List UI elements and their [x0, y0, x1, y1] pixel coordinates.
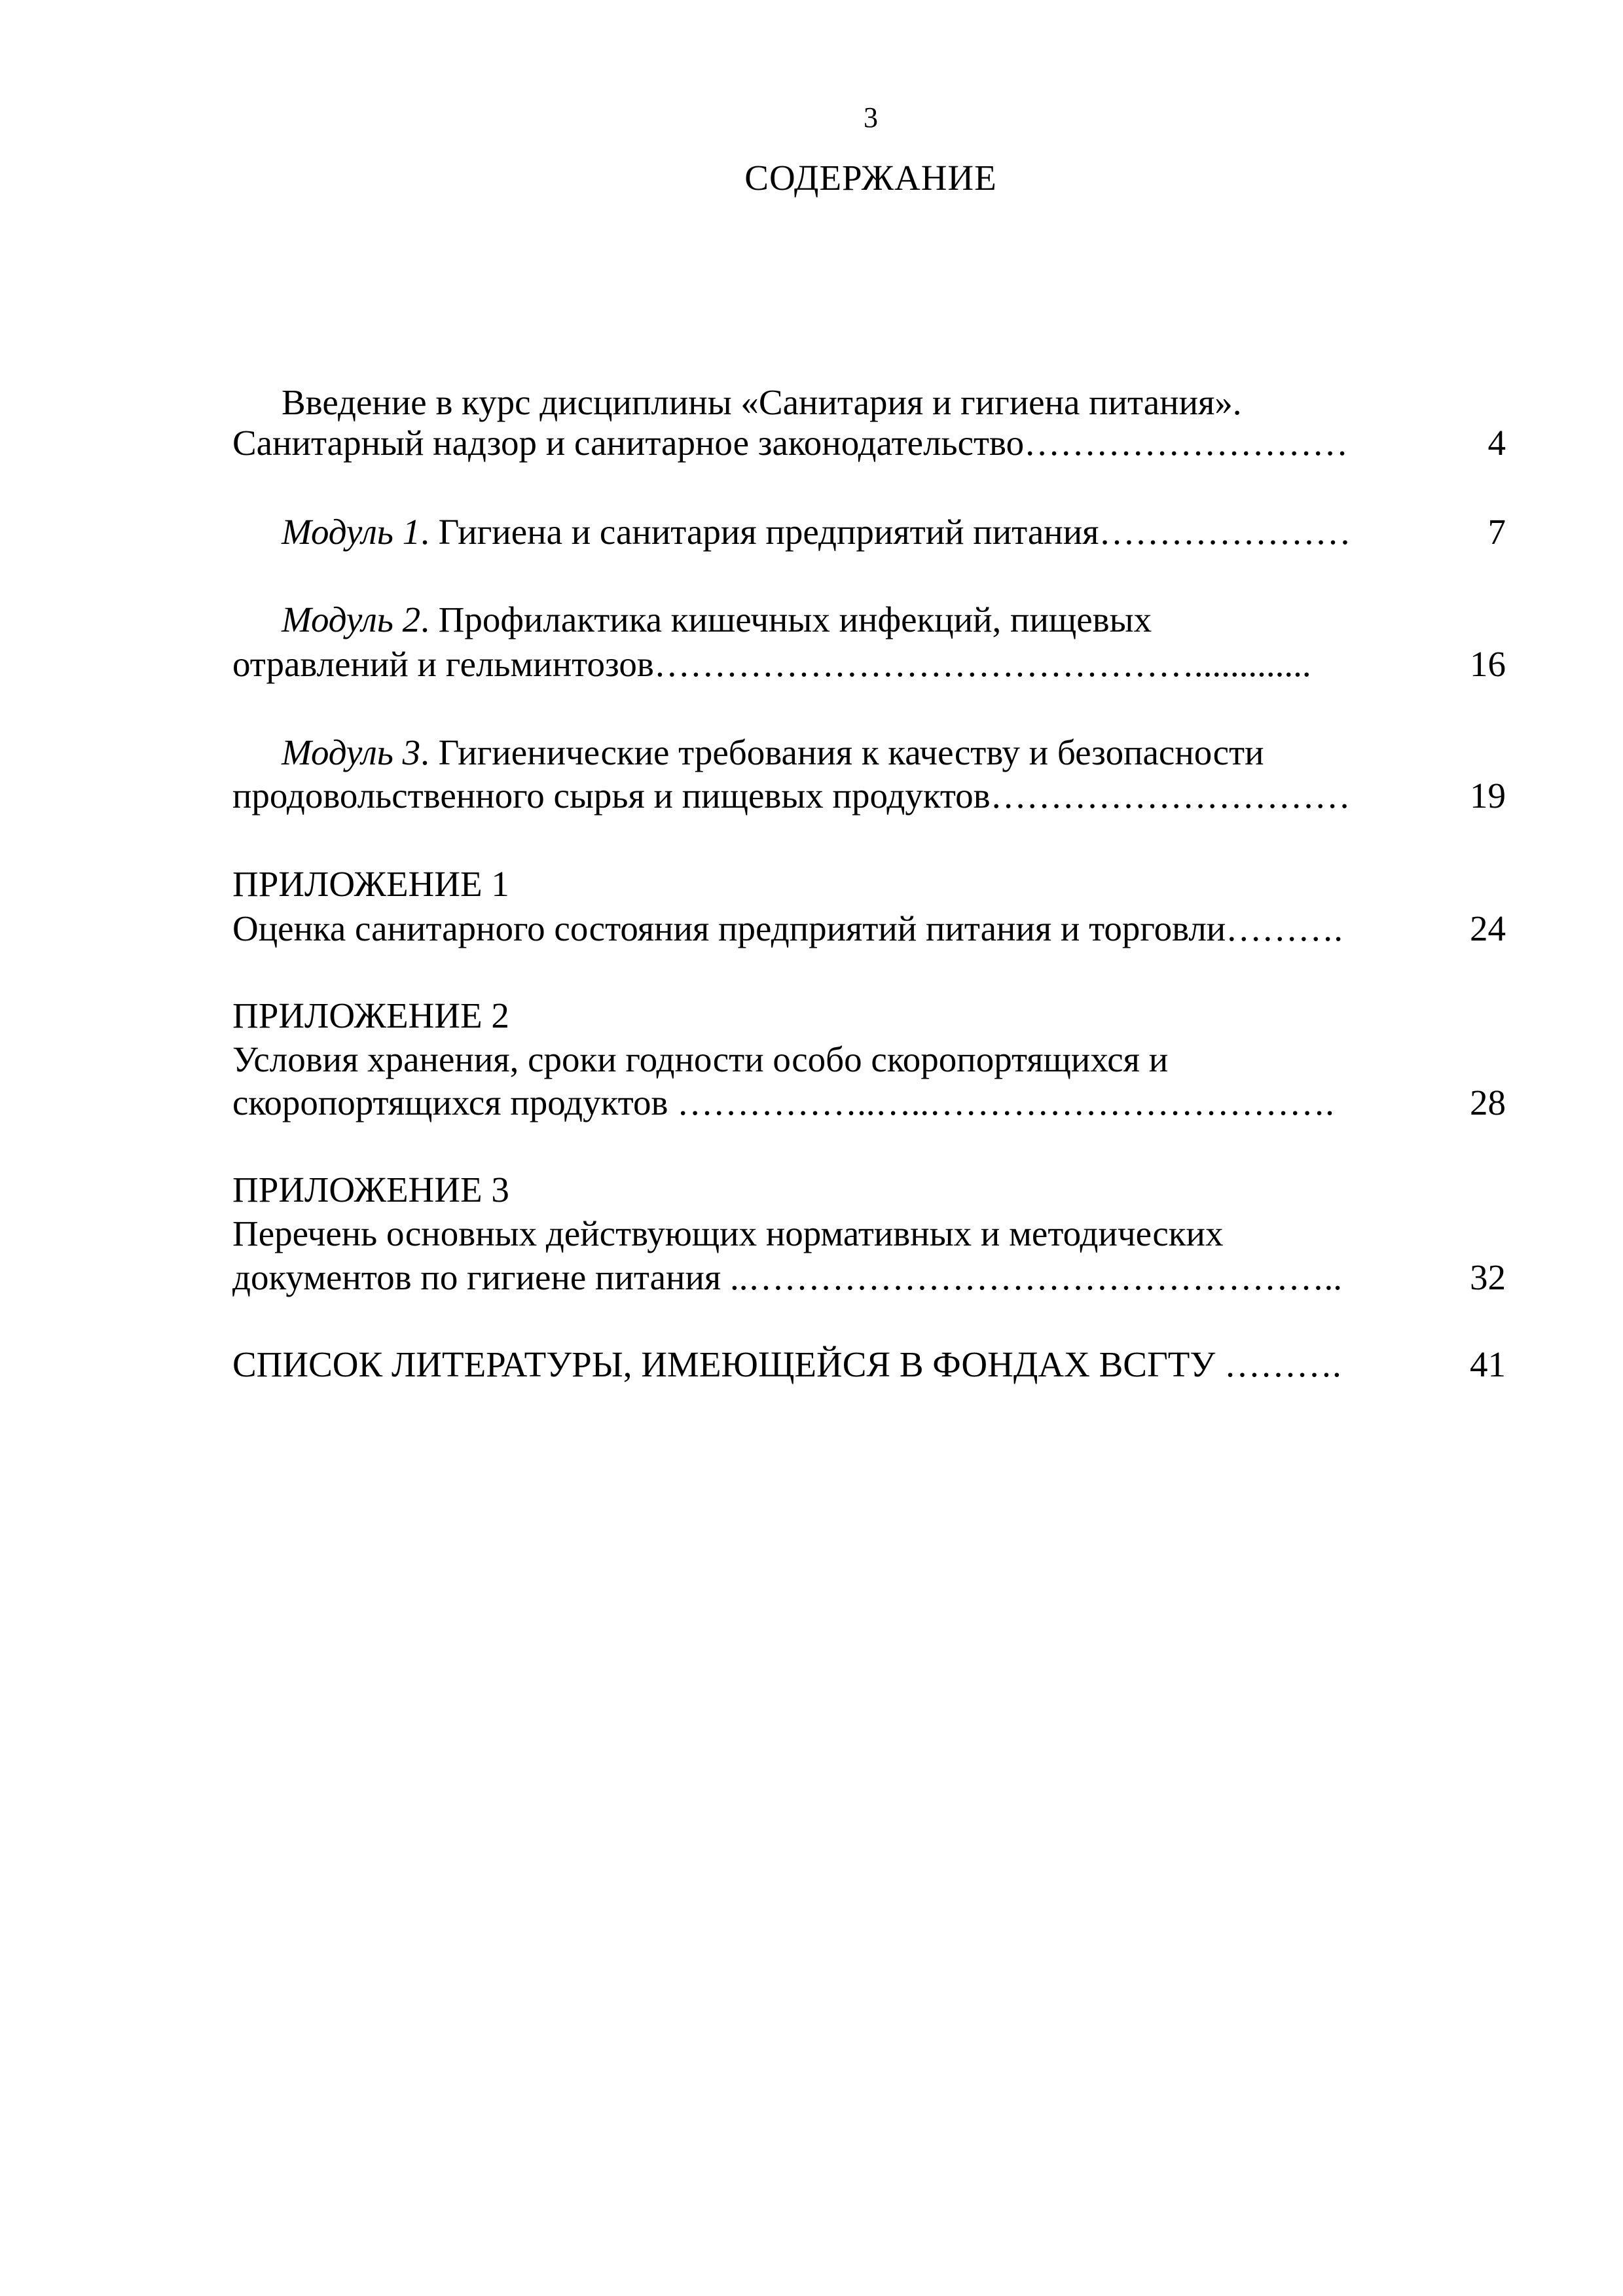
- toc-appendix1-line1: Оценка санитарного состояния предприятий питания и торговли……….: [232, 908, 1343, 948]
- toc-intro-page: 4: [1487, 423, 1506, 463]
- page-title: СОДЕРЖАНИЕ: [744, 158, 997, 198]
- toc-module1-line1: [282, 509, 1351, 555]
- page-number: 3: [864, 101, 878, 134]
- toc-module2-text: . Профилактика кишечных инфекций, пищевых: [420, 600, 1152, 639]
- toc-appendix2-page: 28: [1470, 1083, 1506, 1122]
- toc-intro-line1: Введение в курс дисциплины «Санитария и гигиена питания».: [282, 382, 1242, 422]
- toc-module1-text: . Гигиена и санитария предприятий питания…………………: [420, 512, 1351, 552]
- toc-module2-page: 16: [1470, 644, 1506, 684]
- toc-module3-line2: продовольственного сырья и пищевых продуктов…………………………: [232, 776, 1351, 816]
- toc-module2-label: Модуль 2: [282, 600, 421, 639]
- toc-module2-line1: [282, 597, 1152, 643]
- toc-appendix3-line1: Перечень основных действующих нормативных и методических: [232, 1213, 1224, 1253]
- toc-literature-page: 41: [1470, 1344, 1506, 1384]
- toc-appendix3-heading: ПРИЛОЖЕНИЕ 3: [232, 1170, 509, 1210]
- toc-appendix2-line1: Условия хранения, сроки годности особо скоропортящихся и: [232, 1039, 1169, 1079]
- toc-module1-label: Модуль 1: [282, 512, 421, 552]
- toc-module3-label: Модуль 3: [282, 732, 421, 772]
- toc-module3-text: . Гигиенические требования к качеству и безопасности: [420, 732, 1264, 772]
- toc-intro-line2: Санитарный надзор и санитарное законодательство………………………: [232, 423, 1349, 463]
- toc-module1-page: 7: [1487, 512, 1506, 552]
- toc-appendix2-heading: ПРИЛОЖЕНИЕ 2: [232, 996, 509, 1035]
- toc-appendix3-page: 32: [1470, 1257, 1506, 1297]
- toc-literature-line1: СПИСОК ЛИТЕРАТУРЫ, ИМЕЮЩЕЙСЯ В ФОНДАХ ВСГТУ ……….: [232, 1344, 1341, 1384]
- toc-module3-line1: [282, 730, 1264, 776]
- toc-appendix2-line2: скоропортящихся продуктов ……………..…..…………………………….: [232, 1083, 1334, 1122]
- toc-appendix1-page: 24: [1470, 908, 1506, 948]
- toc-module3-page: 19: [1470, 776, 1506, 816]
- toc-module2-line2: отравлений и гельминтозов……………………………………….............: [232, 644, 1311, 684]
- toc-appendix1-heading: ПРИЛОЖЕНИЕ 1: [232, 864, 509, 904]
- toc-appendix3-line2: документов по гигиене питания ..…………………………………………..: [232, 1257, 1342, 1297]
